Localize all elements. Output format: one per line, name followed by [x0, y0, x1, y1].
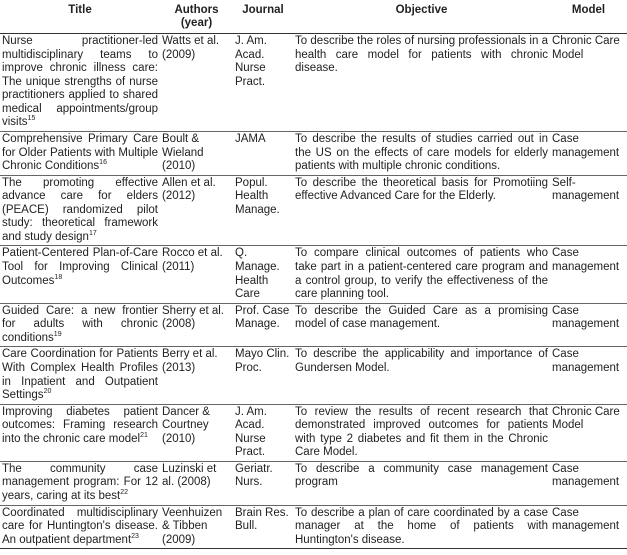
cell-objective-text: To describe a plan of care coordinated by a case manager at the home of patients with Huntington's disease. [295, 506, 548, 546]
cell-model [550, 131, 627, 175]
cell-authors-text: Rocco et al. (2011) [162, 247, 223, 273]
cell-objective [293, 461, 550, 505]
cell-journal-text: J. Am. Acad. Nurse Pract. [235, 35, 267, 88]
table-header [0, 0, 627, 34]
reference-number: 16 [99, 159, 107, 167]
cell-title [0, 347, 160, 404]
cell-journal-text: Prof. Case Manage. [235, 304, 290, 331]
table-row [0, 347, 627, 404]
cell-journal-text: Geriatr. Nurs. [235, 462, 273, 489]
table-row [0, 461, 627, 505]
cell-model-text: Case management [552, 304, 620, 331]
cell-model [550, 347, 627, 404]
cell-authors [160, 175, 233, 246]
cell-title [0, 303, 160, 347]
table-row [0, 131, 627, 175]
cell-title [0, 505, 160, 549]
cell-journal-text: J. Am. Acad. Nurse Pract. [235, 405, 267, 459]
cell-authors-text: Veenhuizen & Tibben (2009) [162, 506, 223, 546]
cell-objective-text: To describe the theoretical basis for Promotiing effective Advanced Care for the Elderly. [295, 176, 548, 203]
header-title: Title [0, 0, 160, 34]
table-row [0, 246, 627, 303]
cell-authors [160, 461, 233, 505]
cell-authors-text: Watts et al. (2009) [162, 35, 220, 61]
cell-journal [233, 175, 293, 246]
cell-authors [160, 505, 233, 549]
cell-authors-text: Sherry et al. (2008) [162, 304, 224, 331]
cell-title-text: Comprehensive Primary Care for Older Patients with Multiple Chronic Conditions [2, 132, 158, 173]
cell-model [550, 175, 627, 246]
cell-model-text: Case management [552, 247, 620, 273]
cell-journal [233, 505, 293, 549]
cell-title [0, 175, 160, 246]
cell-journal [233, 404, 293, 461]
cell-authors-text: Boult & Wieland (2010) [162, 132, 204, 173]
header-model: Model [550, 0, 627, 34]
cell-title-text: Nurse practitioner-led multidisciplinary teams to improve chronic illness care: The unique strengths of nurse practitioners applied to shared medical appointments/group visits [2, 35, 158, 129]
cell-authors-text: Berry et al. (2013) [162, 348, 218, 374]
reference-number: 15 [27, 115, 36, 123]
cell-model-text: Case management [552, 506, 620, 533]
cell-objective [293, 303, 550, 347]
cell-journal-text: Mayo Clin. Proc. [235, 348, 290, 374]
cell-model-text: Chronic Care Model [552, 405, 620, 432]
cell-objective-text: To review the results of recent research that demonstrated improved outcomes for patients with type 2 diabetes and fit them in the Chronic Care Model. [295, 405, 548, 459]
header-journal: Journal [233, 0, 293, 34]
header-authors: Authors (year) [160, 0, 233, 34]
cell-objective [293, 505, 550, 549]
cell-objective-text: To describe the results of studies carried out in the US on the effects of care models for elderly patients with multiple chronic conditions. [295, 132, 548, 173]
cell-authors [160, 246, 233, 303]
cell-journal [233, 34, 293, 132]
cell-model-text: Case management [552, 348, 620, 374]
cell-journal [233, 246, 293, 303]
cell-model [550, 34, 627, 132]
cell-model-text: Chronic Care Model [552, 35, 620, 61]
cell-authors-text: Dancer & Courtney (2010) [162, 405, 210, 445]
table-row [0, 175, 627, 246]
cell-title-text: Coordinated multidisciplinary care for Huntington's disease. An outpatient department [2, 506, 158, 546]
reference-number: 21 [140, 431, 148, 439]
cell-journal [233, 461, 293, 505]
cell-authors-text: Allen et al. (2012) [162, 176, 216, 203]
cell-objective [293, 246, 550, 303]
cell-objective [293, 404, 550, 461]
cell-model-text: Case management [552, 132, 620, 159]
cell-model-text: Case management [552, 462, 620, 489]
cell-title-text: Patient-Centered Plan-of-Care Tool for Improving Clinical Outcomes [2, 247, 158, 287]
cell-objective-text: To compare clinical outcomes of patients who take part in a patient-centered care program and a control group, to verify the effectiveness of the care planning tool. [295, 247, 548, 301]
cell-authors-text: Luzinski et al. (2008) [162, 462, 217, 489]
cell-objective [293, 34, 550, 132]
cell-authors [160, 34, 233, 132]
cell-journal-text: Popul. Health Manage. [235, 176, 280, 216]
reference-number: 22 [120, 489, 129, 497]
reference-number: 19 [53, 330, 62, 338]
reference-number: 20 [43, 388, 52, 396]
cell-title [0, 461, 160, 505]
cell-authors [160, 404, 233, 461]
cell-authors [160, 347, 233, 404]
cell-authors [160, 131, 233, 175]
cell-objective-text: To describe the Guided Care as a promising model of case management. [295, 304, 548, 331]
cell-journal [233, 303, 293, 347]
cell-objective [293, 131, 550, 175]
cell-model [550, 303, 627, 347]
cell-journal-text: Q. Manage. Health Care [235, 247, 280, 301]
table-row [0, 404, 627, 461]
cell-journal [233, 131, 293, 175]
header-objective: Objective [293, 0, 550, 34]
cell-title-text: The community case management program: For 12 years, caring at its best [2, 462, 158, 502]
cell-objective [293, 175, 550, 246]
reference-number: 18 [54, 273, 63, 281]
cell-model [550, 461, 627, 505]
table-row [0, 34, 627, 132]
cell-title-text: The promoting effective advance care for elders (PEACE) randomized pilot study: theoretical framework and study design [2, 176, 158, 243]
table-row [0, 303, 627, 347]
cell-title [0, 404, 160, 461]
cell-model-text: Self-management [552, 176, 620, 203]
cell-model [550, 246, 627, 303]
reference-number: 17 [88, 230, 97, 238]
cell-journal-text: Brain Res. Bull. [235, 506, 289, 533]
cell-journal [233, 347, 293, 404]
cell-title [0, 246, 160, 303]
cell-title-text: Care Coordination for Patients With Complex Health Profiles in Inpatient and Outpatient Settings [2, 348, 158, 402]
cell-title [0, 131, 160, 175]
cell-objective-text: To describe the applicability and importance of Gundersen Model. [295, 348, 548, 374]
cell-model [550, 505, 627, 549]
cell-journal-text: JAMA [235, 132, 266, 145]
cell-title-text: Guided Care: a new frontier for adults with chronic conditions [2, 304, 158, 344]
cell-authors [160, 303, 233, 347]
table-body [0, 34, 627, 549]
reference-number: 23 [131, 532, 139, 540]
cell-title [0, 34, 160, 132]
cell-objective [293, 347, 550, 404]
cell-objective-text: To describe the roles of nursing professionals in a health care model for patients with chronic disease. [295, 35, 548, 75]
cell-title-text: Improving diabetes patient outcomes: Framing research into the chronic care model [2, 405, 158, 445]
cell-objective-text: To describe a community case management program [295, 462, 548, 489]
table-row [0, 505, 627, 549]
cell-model [550, 404, 627, 461]
